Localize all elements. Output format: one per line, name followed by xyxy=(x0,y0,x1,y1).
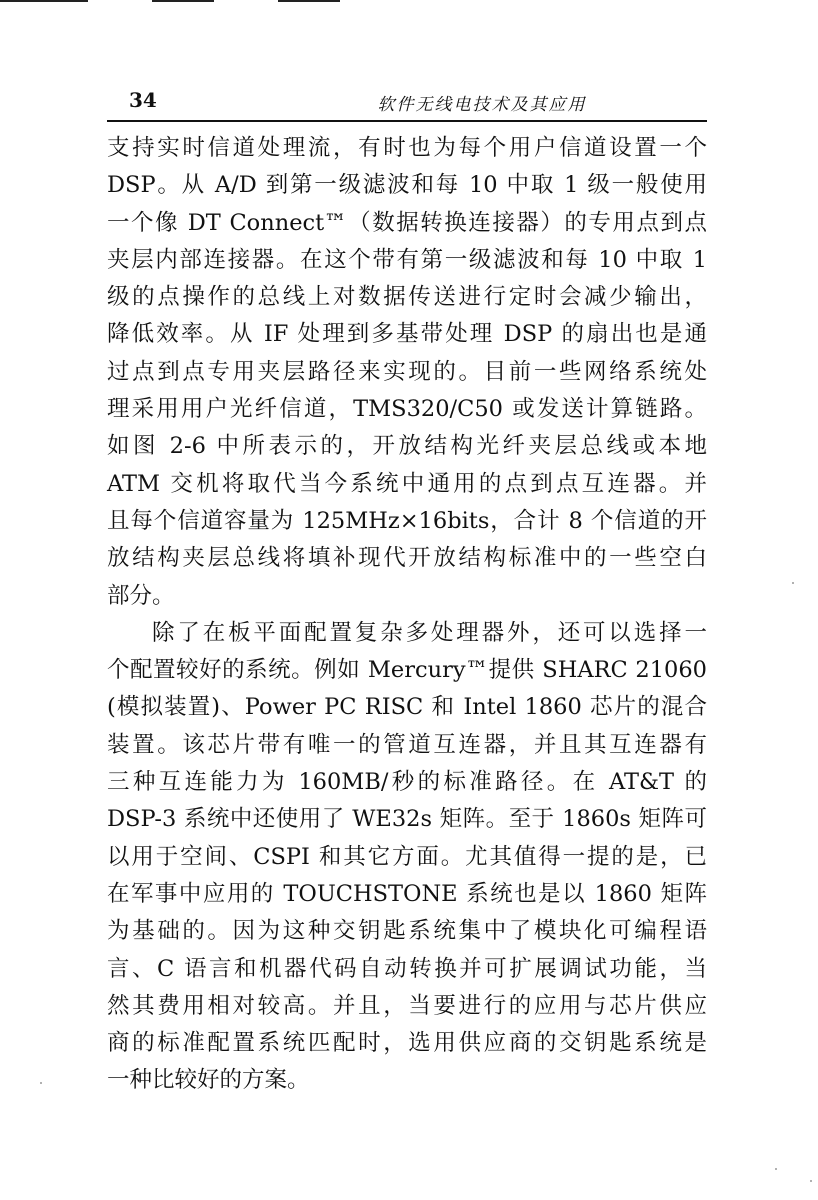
scan-speck xyxy=(775,1168,777,1170)
text-line: 夹层内部连接器。在这个带有第一级滤波和每 10 中取 1 xyxy=(107,246,707,273)
page-header xyxy=(107,88,707,116)
text-line: 言、C 语言和机器代码自动转换并可扩展调试功能，当 xyxy=(107,955,707,982)
text-line: 个配置较好的系统。例如 Mercury™提供 SHARC 21060 xyxy=(107,657,707,684)
text-line: 在军事中应用的 TOUCHSTONE 系统也是以 1860 矩阵 xyxy=(107,880,707,907)
text-line: 放结构夹层总线将填补现代开放结构标准中的一些空白 xyxy=(107,545,707,572)
body-text xyxy=(107,130,707,1100)
text-line: 部分。 xyxy=(107,582,175,609)
text-line: 装置。该芯片带有唯一的管道互连器，并且其互连器有 xyxy=(107,731,707,758)
text-line: 支持实时信道处理流，有时也为每个用户信道设置一个 xyxy=(107,135,707,161)
scan-edge-mark xyxy=(0,0,88,2)
text-line: 三种互连能力为 160MB/秒的标准路径。在 AT&T 的 xyxy=(107,769,707,796)
text-line: 一个像 DT Connect™（数据转换连接器）的专用点到点 xyxy=(107,209,707,236)
text-line: (模拟装置)、Power PC RISC 和 Intel 1860 芯片的混合 xyxy=(107,694,707,721)
text-line: 以用于空间、CSPI 和其它方面。尤其值得一提的是，已 xyxy=(107,843,707,870)
text-line: 为基础的。因为这种交钥匙系统集中了模块化可编程语 xyxy=(107,918,707,945)
text-line: 理采用用户光纤信道，TMS320/C50 或发送计算链路。 xyxy=(107,396,707,423)
scan-edge-mark xyxy=(152,0,214,2)
scan-speck xyxy=(810,1180,812,1182)
text-line: 商的标准配置系统匹配时，选用供应商的交钥匙系统是 xyxy=(107,1030,707,1057)
header-rule xyxy=(107,120,707,122)
text-line: 一种比较好的方案。 xyxy=(107,1067,310,1094)
scan-speck xyxy=(792,582,794,584)
text-line: 除了在板平面配置复杂多处理器外，还可以选择一 xyxy=(152,619,707,646)
page-number: 34 xyxy=(129,88,157,112)
text-line: 级的点操作的总线上对数据传送进行定时会减少输出， xyxy=(107,284,707,311)
running-title: 软件无线电技术及其应用 xyxy=(377,95,587,115)
text-line: DSP。从 A/D 到第一级滤波和每 10 中取 1 级一般使用 xyxy=(107,172,707,199)
text-line: 且每个信道容量为 125MHz×16bits，合计 8 个信道的开 xyxy=(107,507,707,534)
text-line: 降低效率。从 IF 处理到多基带处理 DSP 的扇出也是通 xyxy=(107,321,707,348)
text-line: 过点到点专用夹层路径来实现的。目前一些网络系统处 xyxy=(107,358,707,385)
text-line: 如图 2-6 中所表示的，开放结构光纤夹层总线或本地 xyxy=(107,433,707,460)
text-line: 然其费用相对较高。并且，当要进行的应用与芯片供应 xyxy=(107,992,707,1019)
text-line: ATM 交机将取代当今系统中通用的点到点互连器。并 xyxy=(107,470,707,497)
scan-speck xyxy=(40,1082,42,1084)
text-line: DSP-3 系统中还使用了 WE32s 矩阵。至于 1860s 矩阵可 xyxy=(107,806,707,833)
scan-edge-mark xyxy=(278,0,340,2)
